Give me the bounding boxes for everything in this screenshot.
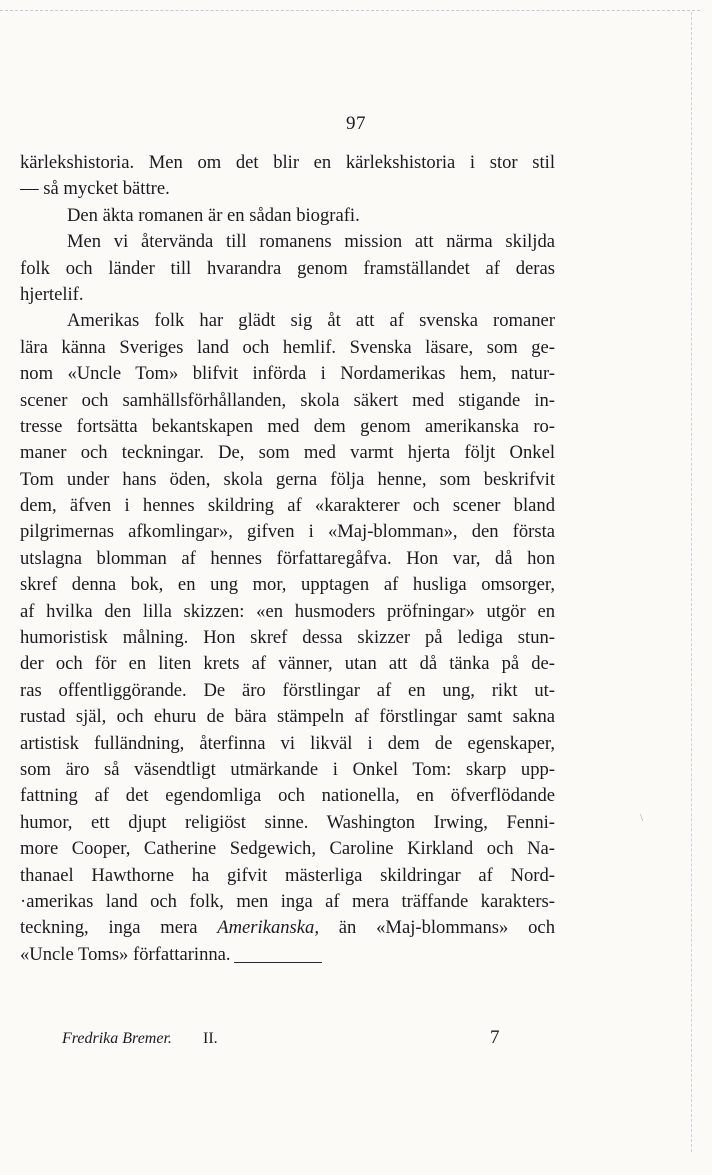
text-line: som äro så väsendtligt utmärkande i Onkel Tom: skarp upp- [20, 758, 555, 780]
text-line: fattning af det egendomliga och nationella, en öfverflödande [20, 785, 555, 807]
text-line: Men vi återvända till romanens mission att närma skiljda [67, 231, 555, 253]
text-line: thanael Hawthorne ha gifvit mästerliga skildringar af Nord- [20, 864, 555, 886]
text-line: hjertelif. [20, 283, 84, 305]
text-line: der och för en liten krets af vänner, utan att då tänka på de- [20, 653, 555, 675]
text-line: rustad själ, och ehuru de bära stämpeln af förstlingar samt sakna [20, 706, 555, 728]
text-line: af hvilka den lilla skizzen: «en husmoders pröfningar» utgör en [20, 600, 555, 622]
text-line: ·amerikas land och folk, men inga af mera träffande karakters- [20, 890, 555, 912]
text-line: kärlekshistoria. Men om det blir en kärlekshistoria i stor stil [20, 152, 555, 173]
text-segment: än «Maj-blommans» och [318, 917, 555, 939]
text-line: Tom under hans öden, skola gerna följa henne, som beskrifvit [20, 468, 555, 490]
text-line: nom «Uncle Tom» blifvit införda i Nordamerikas hem, natur- [20, 363, 555, 385]
text-line: lära känna Sveriges land och hemlif. Svenska läsare, som ge- [20, 336, 555, 358]
page-number: 97 [346, 113, 366, 134]
text-line: dem, äfven i hennes skildring af «karakterer och scener bland [20, 495, 555, 517]
body-text [20, 150, 555, 968]
text-line: tresse fortsätta bekantskapen med dem genom amerikanska ro- [20, 415, 555, 437]
footer-signature-mark: 7 [490, 1027, 500, 1048]
scan-page-edge [691, 12, 692, 1152]
text-line: «Uncle Toms» författarinna. [20, 943, 231, 965]
stray-mark: \ [640, 812, 644, 824]
text-line: Den äkta romanen är en sådan biografi. [67, 204, 360, 226]
section-divider [234, 962, 322, 963]
text-line: maner och teckningar. De, som med varmt hjerta följt Onkel [20, 442, 555, 464]
text-line: humor, ett djupt religiöst sinne. Washington Irwing, Fenni- [20, 811, 555, 833]
text-line: folk och länder till hvarandra genom framställandet af deras [20, 257, 555, 279]
text-line: artistisk fulländning, återfinna vi likväl i dem de egenskaper, [20, 732, 555, 754]
text-line: more Cooper, Catherine Sedgewich, Caroline Kirkland och Na- [20, 838, 555, 860]
emphasis-word: Amerikanska, [217, 917, 319, 939]
footer-author: Fredrika Bremer. [62, 1030, 172, 1047]
text-line: Amerikas folk har glädt sig åt att af svenska romaner [67, 310, 555, 332]
text-line-with-emphasis [20, 915, 555, 941]
text-line: utslagna blomman af hennes författaregåfva. Hon var, då hon [20, 547, 555, 569]
text-line: — så mycket bättre. [20, 178, 170, 200]
text-segment: teckning, inga mera [20, 917, 218, 939]
text-line: skref denna bok, en ung mor, upptagen af husliga omsorger, [20, 574, 555, 596]
text-line: scener och samhällsförhållanden, skola säkert med stigande in- [20, 389, 555, 411]
text-line: humoristisk målning. Hon skref dessa skizzer på lediga stun- [20, 627, 555, 649]
footer-volume: II. [203, 1030, 218, 1047]
scan-top-rule [0, 10, 700, 11]
text-line: ras offentliggörande. De äro förstlingar af en ung, rikt ut- [20, 679, 555, 701]
text-line: pilgrimernas afkomlingar», gifven i «Maj-blomman», den första [20, 521, 555, 543]
